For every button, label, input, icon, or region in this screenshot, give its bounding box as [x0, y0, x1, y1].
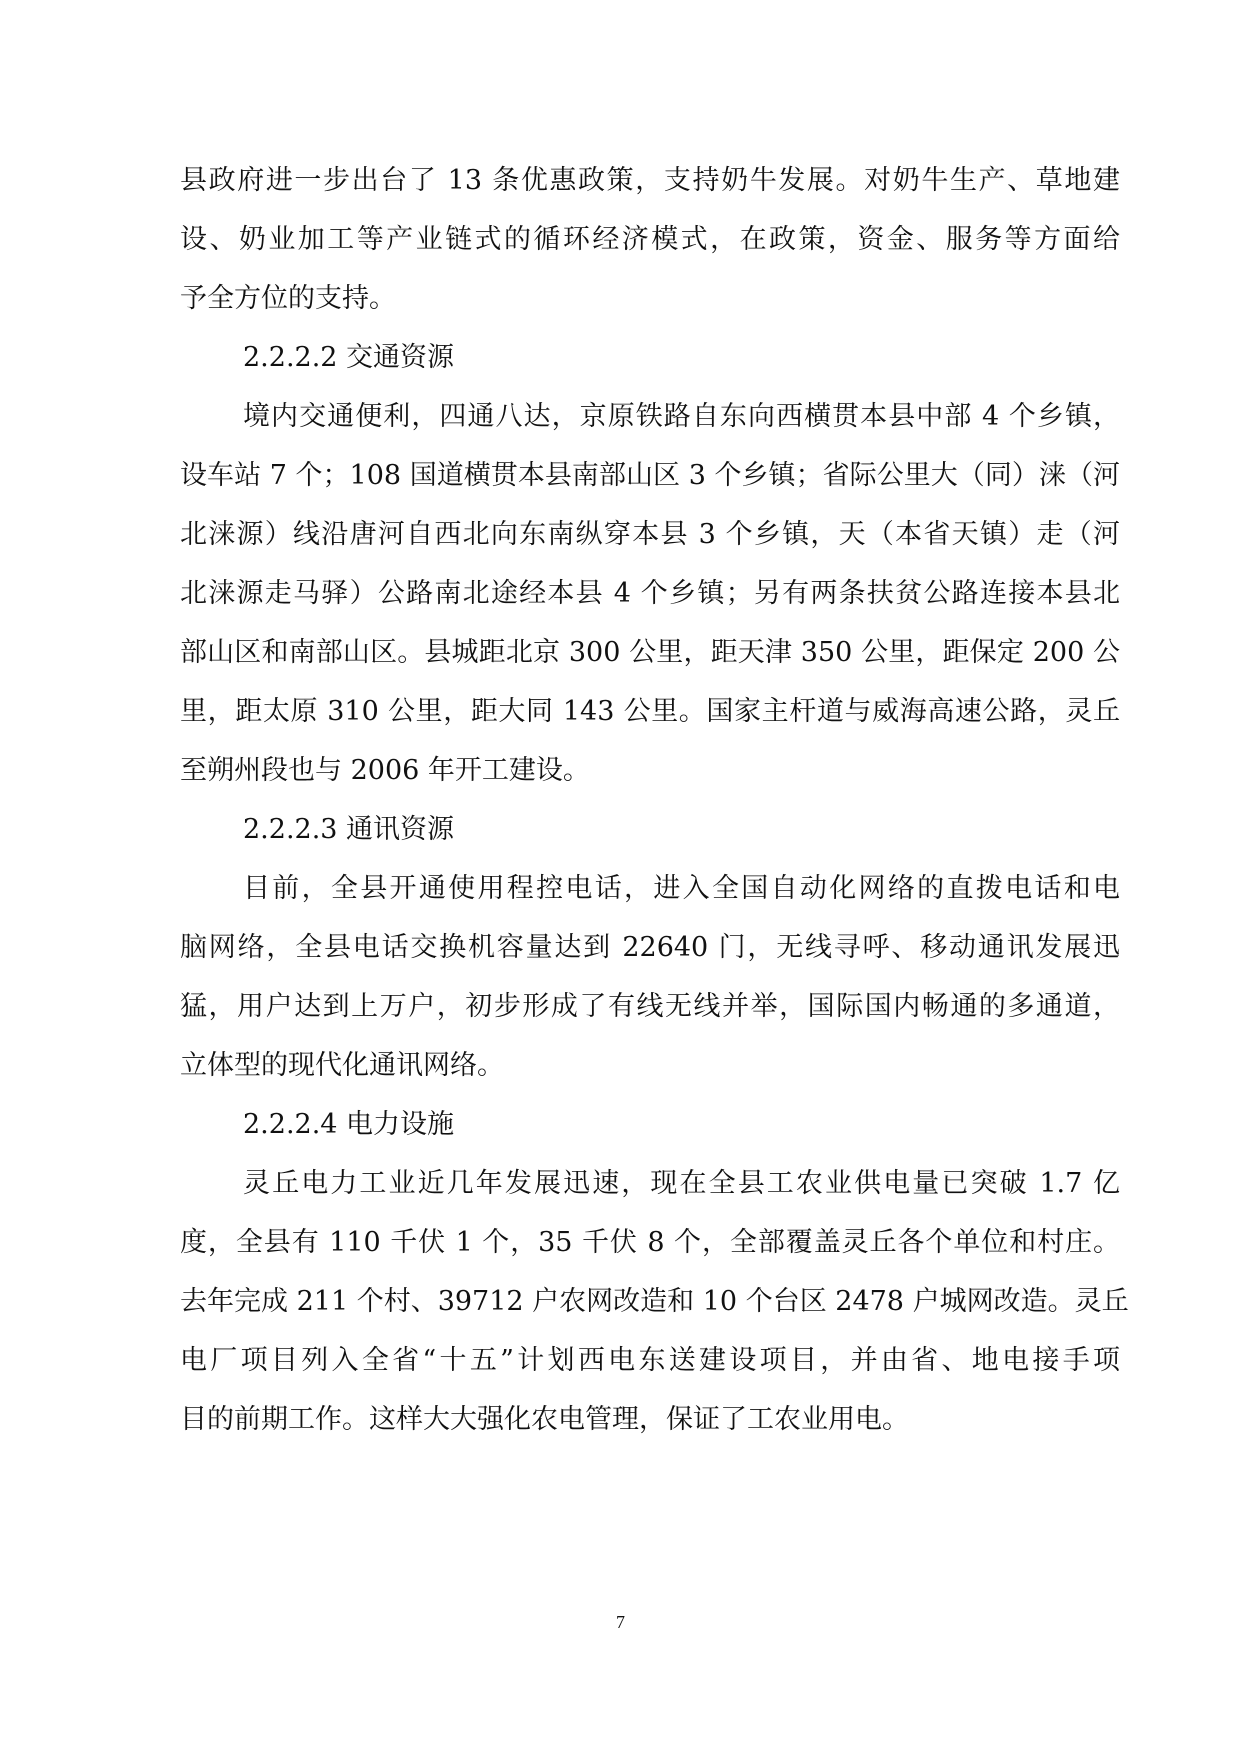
text-line: 北涞源）线沿唐河自西北向东南纵穿本县 3 个乡镇，天（本省天镇）走（河 — [180, 519, 1120, 550]
text-line: 去年完成 211 个村、39712 户农网改造和 10 个台区 2478 户城网改造。灵丘 — [180, 1286, 1129, 1317]
section-heading-communication: 2.2.2.3 通讯资源 — [243, 814, 455, 845]
document-body — [180, 160, 1129, 1458]
text-line: 里，距太原 310 公里，距大同 143 公里。国家主杆道与威海高速公路，灵丘 — [180, 696, 1120, 727]
text-line: 部山区和南部山区。县城距北京 300 公里，距天津 350 公里，距保定 200 公 — [180, 637, 1120, 668]
text-line: 猛，用户达到上万户，初步形成了有线无线并举，国际国内畅通的多通道， — [180, 991, 1120, 1022]
text-line: 灵丘电力工业近几年发展迅速，现在全县工农业供电量已突破 1.7 亿 — [243, 1168, 1120, 1199]
section-heading-power: 2.2.2.4 电力设施 — [243, 1109, 455, 1140]
text-line: 目的前期工作。这样大大强化农电管理，保证了工农业用电。 — [180, 1404, 909, 1435]
text-line: 设、奶业加工等产业链式的循环经济模式，在政策，资金、服务等方面给 — [180, 224, 1120, 255]
text-line: 境内交通便利，四通八达，京原铁路自东向西横贯本县中部 4 个乡镇， — [243, 401, 1120, 432]
text-line: 度，全县有 110 千伏 1 个，35 千伏 8 个，全部覆盖灵丘各个单位和村庄。 — [180, 1227, 1120, 1258]
text-line: 目前，全县开通使用程控电话，进入全国自动化网络的直拨电话和电 — [243, 873, 1120, 904]
section-heading-transport: 2.2.2.2 交通资源 — [243, 342, 455, 373]
text-line: 县政府进一步出台了 13 条优惠政策，支持奶牛发展。对奶牛生产、草地建 — [180, 165, 1120, 196]
text-line: 设车站 7 个；108 国道横贯本县南部山区 3 个乡镇；省际公里大（同）涞（河 — [180, 460, 1120, 491]
text-line: 至朔州段也与 2006 年开工建设。 — [180, 755, 590, 786]
text-line: 北涞源走马驿）公路南北途经本县 4 个乡镇；另有两条扶贫公路连接本县北 — [180, 578, 1120, 609]
text-line: 电厂项目列入全省“十五”计划西电东送建设项目，并由省、地电接手项 — [180, 1345, 1120, 1376]
text-line: 立体型的现代化通讯网络。 — [180, 1050, 504, 1081]
text-line: 脑网络，全县电话交换机容量达到 22640 门，无线寻呼、移动通讯发展迅 — [180, 932, 1120, 963]
page-number: 7 — [616, 1612, 625, 1632]
text-line: 予全方位的支持。 — [180, 283, 396, 314]
